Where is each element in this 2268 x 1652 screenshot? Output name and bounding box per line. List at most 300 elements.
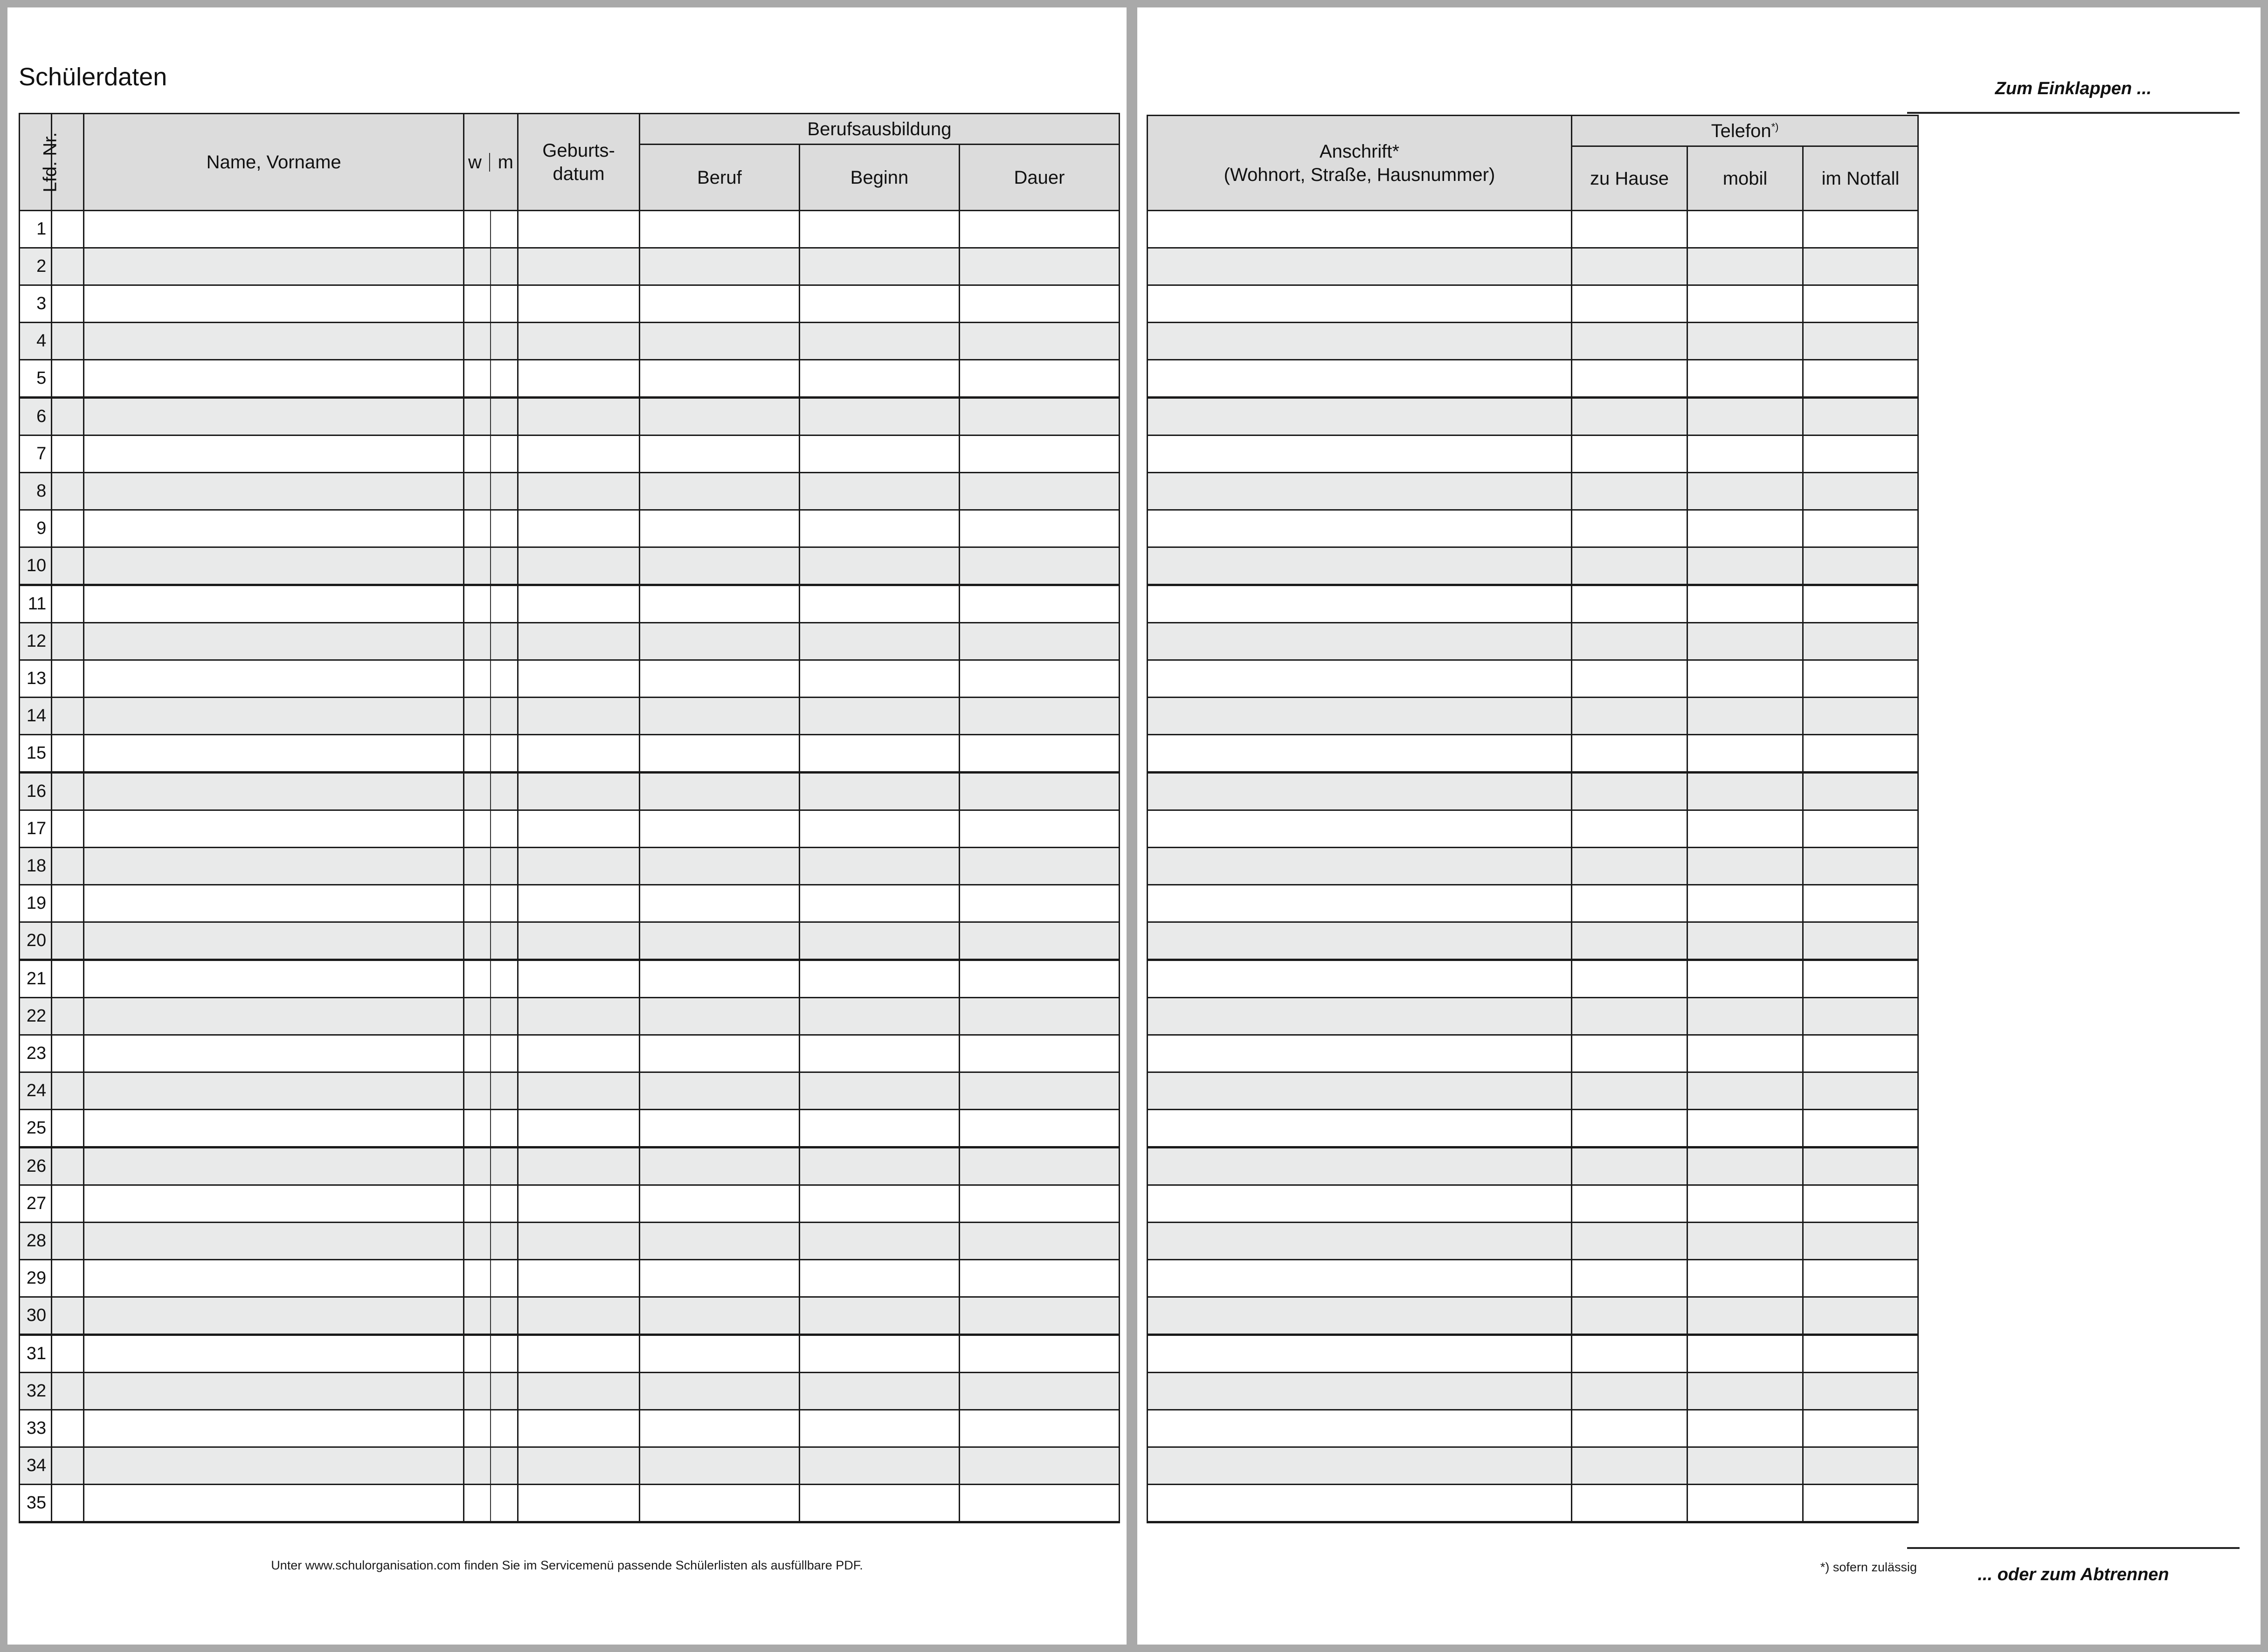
dauer-cell[interactable] <box>959 773 1119 810</box>
zu-hause-cell[interactable] <box>1572 998 1687 1035</box>
anschrift-cell[interactable] <box>1148 1447 1572 1485</box>
zu-hause-cell[interactable] <box>1572 323 1687 360</box>
beruf-cell[interactable] <box>639 547 799 585</box>
anschrift-cell[interactable] <box>1148 360 1572 398</box>
beruf-cell[interactable] <box>639 1485 799 1522</box>
m-cell[interactable] <box>491 735 518 773</box>
im-notfall-cell[interactable] <box>1803 1373 1918 1410</box>
beruf-cell[interactable] <box>639 1447 799 1485</box>
zu-hause-cell[interactable] <box>1572 810 1687 848</box>
im-notfall-cell[interactable] <box>1803 323 1918 360</box>
mobil-cell[interactable] <box>1687 1485 1803 1522</box>
anschrift-cell[interactable] <box>1148 885 1572 922</box>
mobil-cell[interactable] <box>1687 398 1803 435</box>
name-cell[interactable] <box>84 248 463 285</box>
beruf-cell[interactable] <box>639 248 799 285</box>
m-cell[interactable] <box>491 1110 518 1147</box>
im-notfall-cell[interactable] <box>1803 435 1918 473</box>
beginn-cell[interactable] <box>799 473 959 510</box>
mobil-cell[interactable] <box>1687 998 1803 1035</box>
row-marker[interactable] <box>52 998 84 1035</box>
dauer-cell[interactable] <box>959 810 1119 848</box>
name-cell[interactable] <box>84 510 463 547</box>
beruf-cell[interactable] <box>639 1110 799 1147</box>
anschrift-cell[interactable] <box>1148 810 1572 848</box>
name-cell[interactable] <box>84 435 463 473</box>
mobil-cell[interactable] <box>1687 885 1803 922</box>
name-cell[interactable] <box>84 398 463 435</box>
row-marker[interactable] <box>52 1297 84 1335</box>
name-cell[interactable] <box>84 773 463 810</box>
zu-hause-cell[interactable] <box>1572 735 1687 773</box>
name-cell[interactable] <box>84 998 463 1035</box>
w-cell[interactable] <box>463 547 491 585</box>
geburtsdatum-cell[interactable] <box>518 922 640 960</box>
anschrift-cell[interactable] <box>1148 248 1572 285</box>
w-cell[interactable] <box>463 1260 491 1297</box>
row-marker[interactable] <box>52 585 84 623</box>
anschrift-cell[interactable] <box>1148 922 1572 960</box>
anschrift-cell[interactable] <box>1148 435 1572 473</box>
beginn-cell[interactable] <box>799 885 959 922</box>
anschrift-cell[interactable] <box>1148 510 1572 547</box>
geburtsdatum-cell[interactable] <box>518 810 640 848</box>
w-cell[interactable] <box>463 1147 491 1185</box>
beginn-cell[interactable] <box>799 660 959 698</box>
beginn-cell[interactable] <box>799 698 959 735</box>
beginn-cell[interactable] <box>799 1147 959 1185</box>
zu-hause-cell[interactable] <box>1572 1260 1687 1297</box>
name-cell[interactable] <box>84 1410 463 1447</box>
dauer-cell[interactable] <box>959 473 1119 510</box>
dauer-cell[interactable] <box>959 435 1119 473</box>
mobil-cell[interactable] <box>1687 1147 1803 1185</box>
mobil-cell[interactable] <box>1687 585 1803 623</box>
w-cell[interactable] <box>463 473 491 510</box>
dauer-cell[interactable] <box>959 660 1119 698</box>
zu-hause-cell[interactable] <box>1572 1223 1687 1260</box>
im-notfall-cell[interactable] <box>1803 922 1918 960</box>
anschrift-cell[interactable] <box>1148 660 1572 698</box>
zu-hause-cell[interactable] <box>1572 1485 1687 1522</box>
name-cell[interactable] <box>84 1335 463 1373</box>
im-notfall-cell[interactable] <box>1803 998 1918 1035</box>
geburtsdatum-cell[interactable] <box>518 510 640 547</box>
im-notfall-cell[interactable] <box>1803 810 1918 848</box>
zu-hause-cell[interactable] <box>1572 773 1687 810</box>
beruf-cell[interactable] <box>639 1297 799 1335</box>
geburtsdatum-cell[interactable] <box>518 1185 640 1223</box>
name-cell[interactable] <box>84 585 463 623</box>
geburtsdatum-cell[interactable] <box>518 885 640 922</box>
w-cell[interactable] <box>463 1072 491 1110</box>
row-marker[interactable] <box>52 810 84 848</box>
geburtsdatum-cell[interactable] <box>518 285 640 323</box>
mobil-cell[interactable] <box>1687 848 1803 885</box>
im-notfall-cell[interactable] <box>1803 1110 1918 1147</box>
zu-hause-cell[interactable] <box>1572 398 1687 435</box>
beruf-cell[interactable] <box>639 211 799 248</box>
anschrift-cell[interactable] <box>1148 773 1572 810</box>
beginn-cell[interactable] <box>799 735 959 773</box>
row-marker[interactable] <box>52 1223 84 1260</box>
beginn-cell[interactable] <box>799 1485 959 1522</box>
im-notfall-cell[interactable] <box>1803 735 1918 773</box>
mobil-cell[interactable] <box>1687 547 1803 585</box>
m-cell[interactable] <box>491 1410 518 1447</box>
im-notfall-cell[interactable] <box>1803 1223 1918 1260</box>
anschrift-cell[interactable] <box>1148 848 1572 885</box>
name-cell[interactable] <box>84 735 463 773</box>
im-notfall-cell[interactable] <box>1803 1035 1918 1072</box>
anschrift-cell[interactable] <box>1148 398 1572 435</box>
mobil-cell[interactable] <box>1687 660 1803 698</box>
geburtsdatum-cell[interactable] <box>518 1072 640 1110</box>
dauer-cell[interactable] <box>959 848 1119 885</box>
zu-hause-cell[interactable] <box>1572 922 1687 960</box>
beginn-cell[interactable] <box>799 1410 959 1447</box>
zu-hause-cell[interactable] <box>1572 1147 1687 1185</box>
anschrift-cell[interactable] <box>1148 211 1572 248</box>
name-cell[interactable] <box>84 1035 463 1072</box>
beginn-cell[interactable] <box>799 810 959 848</box>
geburtsdatum-cell[interactable] <box>518 998 640 1035</box>
row-marker[interactable] <box>52 473 84 510</box>
m-cell[interactable] <box>491 1335 518 1373</box>
dauer-cell[interactable] <box>959 885 1119 922</box>
w-cell[interactable] <box>463 1410 491 1447</box>
zu-hause-cell[interactable] <box>1572 623 1687 660</box>
dauer-cell[interactable] <box>959 1185 1119 1223</box>
w-cell[interactable] <box>463 1373 491 1410</box>
im-notfall-cell[interactable] <box>1803 1447 1918 1485</box>
mobil-cell[interactable] <box>1687 435 1803 473</box>
im-notfall-cell[interactable] <box>1803 1297 1918 1335</box>
im-notfall-cell[interactable] <box>1803 360 1918 398</box>
beruf-cell[interactable] <box>639 323 799 360</box>
geburtsdatum-cell[interactable] <box>518 1297 640 1335</box>
w-cell[interactable] <box>463 698 491 735</box>
w-cell[interactable] <box>463 248 491 285</box>
dauer-cell[interactable] <box>959 1072 1119 1110</box>
geburtsdatum-cell[interactable] <box>518 960 640 998</box>
row-marker[interactable] <box>52 211 84 248</box>
zu-hause-cell[interactable] <box>1572 960 1687 998</box>
anschrift-cell[interactable] <box>1148 285 1572 323</box>
mobil-cell[interactable] <box>1687 1297 1803 1335</box>
dauer-cell[interactable] <box>959 1260 1119 1297</box>
beginn-cell[interactable] <box>799 1447 959 1485</box>
row-marker[interactable] <box>52 248 84 285</box>
anschrift-cell[interactable] <box>1148 1110 1572 1147</box>
anschrift-cell[interactable] <box>1148 1185 1572 1223</box>
name-cell[interactable] <box>84 360 463 398</box>
im-notfall-cell[interactable] <box>1803 1260 1918 1297</box>
dauer-cell[interactable] <box>959 1410 1119 1447</box>
im-notfall-cell[interactable] <box>1803 547 1918 585</box>
beruf-cell[interactable] <box>639 435 799 473</box>
anschrift-cell[interactable] <box>1148 998 1572 1035</box>
im-notfall-cell[interactable] <box>1803 1147 1918 1185</box>
row-marker[interactable] <box>52 1147 84 1185</box>
w-cell[interactable] <box>463 398 491 435</box>
zu-hause-cell[interactable] <box>1572 1072 1687 1110</box>
row-marker[interactable] <box>52 1110 84 1147</box>
zu-hause-cell[interactable] <box>1572 660 1687 698</box>
row-marker[interactable] <box>52 360 84 398</box>
beginn-cell[interactable] <box>799 1335 959 1373</box>
dauer-cell[interactable] <box>959 1297 1119 1335</box>
zu-hause-cell[interactable] <box>1572 473 1687 510</box>
zu-hause-cell[interactable] <box>1572 1035 1687 1072</box>
row-marker[interactable] <box>52 1035 84 1072</box>
zu-hause-cell[interactable] <box>1572 1335 1687 1373</box>
dauer-cell[interactable] <box>959 1223 1119 1260</box>
row-marker[interactable] <box>52 285 84 323</box>
beginn-cell[interactable] <box>799 285 959 323</box>
m-cell[interactable] <box>491 323 518 360</box>
w-cell[interactable] <box>463 735 491 773</box>
beginn-cell[interactable] <box>799 547 959 585</box>
geburtsdatum-cell[interactable] <box>518 360 640 398</box>
name-cell[interactable] <box>84 1072 463 1110</box>
beruf-cell[interactable] <box>639 998 799 1035</box>
row-marker[interactable] <box>52 510 84 547</box>
name-cell[interactable] <box>84 960 463 998</box>
m-cell[interactable] <box>491 360 518 398</box>
im-notfall-cell[interactable] <box>1803 848 1918 885</box>
anschrift-cell[interactable] <box>1148 473 1572 510</box>
anschrift-cell[interactable] <box>1148 1485 1572 1522</box>
m-cell[interactable] <box>491 473 518 510</box>
geburtsdatum-cell[interactable] <box>518 848 640 885</box>
row-marker[interactable] <box>52 1185 84 1223</box>
beginn-cell[interactable] <box>799 360 959 398</box>
m-cell[interactable] <box>491 660 518 698</box>
geburtsdatum-cell[interactable] <box>518 1260 640 1297</box>
mobil-cell[interactable] <box>1687 1185 1803 1223</box>
beruf-cell[interactable] <box>639 1410 799 1447</box>
beruf-cell[interactable] <box>639 1035 799 1072</box>
dauer-cell[interactable] <box>959 698 1119 735</box>
geburtsdatum-cell[interactable] <box>518 1223 640 1260</box>
m-cell[interactable] <box>491 810 518 848</box>
zu-hause-cell[interactable] <box>1572 1297 1687 1335</box>
m-cell[interactable] <box>491 998 518 1035</box>
geburtsdatum-cell[interactable] <box>518 623 640 660</box>
name-cell[interactable] <box>84 1110 463 1147</box>
beginn-cell[interactable] <box>799 211 959 248</box>
w-cell[interactable] <box>463 1447 491 1485</box>
m-cell[interactable] <box>491 211 518 248</box>
row-marker[interactable] <box>52 547 84 585</box>
beginn-cell[interactable] <box>799 585 959 623</box>
beginn-cell[interactable] <box>799 510 959 547</box>
beginn-cell[interactable] <box>799 1373 959 1410</box>
beruf-cell[interactable] <box>639 660 799 698</box>
mobil-cell[interactable] <box>1687 248 1803 285</box>
geburtsdatum-cell[interactable] <box>518 473 640 510</box>
dauer-cell[interactable] <box>959 510 1119 547</box>
mobil-cell[interactable] <box>1687 510 1803 547</box>
mobil-cell[interactable] <box>1687 1410 1803 1447</box>
m-cell[interactable] <box>491 1185 518 1223</box>
dauer-cell[interactable] <box>959 960 1119 998</box>
zu-hause-cell[interactable] <box>1572 585 1687 623</box>
im-notfall-cell[interactable] <box>1803 1335 1918 1373</box>
m-cell[interactable] <box>491 547 518 585</box>
beruf-cell[interactable] <box>639 960 799 998</box>
anschrift-cell[interactable] <box>1148 960 1572 998</box>
beruf-cell[interactable] <box>639 773 799 810</box>
m-cell[interactable] <box>491 922 518 960</box>
name-cell[interactable] <box>84 1185 463 1223</box>
w-cell[interactable] <box>463 435 491 473</box>
m-cell[interactable] <box>491 848 518 885</box>
im-notfall-cell[interactable] <box>1803 285 1918 323</box>
name-cell[interactable] <box>84 473 463 510</box>
m-cell[interactable] <box>491 1072 518 1110</box>
w-cell[interactable] <box>463 960 491 998</box>
dauer-cell[interactable] <box>959 998 1119 1035</box>
geburtsdatum-cell[interactable] <box>518 1410 640 1447</box>
im-notfall-cell[interactable] <box>1803 1485 1918 1522</box>
beginn-cell[interactable] <box>799 398 959 435</box>
mobil-cell[interactable] <box>1687 623 1803 660</box>
im-notfall-cell[interactable] <box>1803 473 1918 510</box>
beruf-cell[interactable] <box>639 810 799 848</box>
geburtsdatum-cell[interactable] <box>518 1335 640 1373</box>
w-cell[interactable] <box>463 623 491 660</box>
dauer-cell[interactable] <box>959 623 1119 660</box>
beginn-cell[interactable] <box>799 1035 959 1072</box>
w-cell[interactable] <box>463 922 491 960</box>
im-notfall-cell[interactable] <box>1803 510 1918 547</box>
beruf-cell[interactable] <box>639 1072 799 1110</box>
beginn-cell[interactable] <box>799 998 959 1035</box>
w-cell[interactable] <box>463 885 491 922</box>
name-cell[interactable] <box>84 885 463 922</box>
zu-hause-cell[interactable] <box>1572 698 1687 735</box>
mobil-cell[interactable] <box>1687 1223 1803 1260</box>
m-cell[interactable] <box>491 1147 518 1185</box>
name-cell[interactable] <box>84 323 463 360</box>
dauer-cell[interactable] <box>959 547 1119 585</box>
row-marker[interactable] <box>52 735 84 773</box>
w-cell[interactable] <box>463 1297 491 1335</box>
zu-hause-cell[interactable] <box>1572 1110 1687 1147</box>
geburtsdatum-cell[interactable] <box>518 698 640 735</box>
m-cell[interactable] <box>491 1223 518 1260</box>
mobil-cell[interactable] <box>1687 922 1803 960</box>
row-marker[interactable] <box>52 960 84 998</box>
mobil-cell[interactable] <box>1687 1072 1803 1110</box>
row-marker[interactable] <box>52 885 84 922</box>
m-cell[interactable] <box>491 285 518 323</box>
beruf-cell[interactable] <box>639 698 799 735</box>
im-notfall-cell[interactable] <box>1803 1072 1918 1110</box>
mobil-cell[interactable] <box>1687 285 1803 323</box>
w-cell[interactable] <box>463 1485 491 1522</box>
im-notfall-cell[interactable] <box>1803 623 1918 660</box>
dauer-cell[interactable] <box>959 1335 1119 1373</box>
anschrift-cell[interactable] <box>1148 1035 1572 1072</box>
dauer-cell[interactable] <box>959 585 1119 623</box>
row-marker[interactable] <box>52 323 84 360</box>
mobil-cell[interactable] <box>1687 735 1803 773</box>
beginn-cell[interactable] <box>799 1223 959 1260</box>
beginn-cell[interactable] <box>799 922 959 960</box>
row-marker[interactable] <box>52 848 84 885</box>
name-cell[interactable] <box>84 1373 463 1410</box>
anschrift-cell[interactable] <box>1148 1297 1572 1335</box>
beginn-cell[interactable] <box>799 1072 959 1110</box>
geburtsdatum-cell[interactable] <box>518 585 640 623</box>
dauer-cell[interactable] <box>959 398 1119 435</box>
beruf-cell[interactable] <box>639 1373 799 1410</box>
geburtsdatum-cell[interactable] <box>518 1447 640 1485</box>
geburtsdatum-cell[interactable] <box>518 735 640 773</box>
zu-hause-cell[interactable] <box>1572 211 1687 248</box>
mobil-cell[interactable] <box>1687 960 1803 998</box>
geburtsdatum-cell[interactable] <box>518 248 640 285</box>
m-cell[interactable] <box>491 1035 518 1072</box>
w-cell[interactable] <box>463 285 491 323</box>
dauer-cell[interactable] <box>959 1035 1119 1072</box>
beruf-cell[interactable] <box>639 623 799 660</box>
im-notfall-cell[interactable] <box>1803 773 1918 810</box>
w-cell[interactable] <box>463 585 491 623</box>
row-marker[interactable] <box>52 1410 84 1447</box>
w-cell[interactable] <box>463 211 491 248</box>
zu-hause-cell[interactable] <box>1572 547 1687 585</box>
geburtsdatum-cell[interactable] <box>518 1373 640 1410</box>
row-marker[interactable] <box>52 435 84 473</box>
row-marker[interactable] <box>52 773 84 810</box>
beginn-cell[interactable] <box>799 1185 959 1223</box>
geburtsdatum-cell[interactable] <box>518 547 640 585</box>
geburtsdatum-cell[interactable] <box>518 323 640 360</box>
anschrift-cell[interactable] <box>1148 735 1572 773</box>
zu-hause-cell[interactable] <box>1572 285 1687 323</box>
w-cell[interactable] <box>463 660 491 698</box>
geburtsdatum-cell[interactable] <box>518 660 640 698</box>
beruf-cell[interactable] <box>639 398 799 435</box>
name-cell[interactable] <box>84 623 463 660</box>
zu-hause-cell[interactable] <box>1572 848 1687 885</box>
m-cell[interactable] <box>491 585 518 623</box>
beruf-cell[interactable] <box>639 848 799 885</box>
beginn-cell[interactable] <box>799 623 959 660</box>
m-cell[interactable] <box>491 1297 518 1335</box>
beginn-cell[interactable] <box>799 323 959 360</box>
beruf-cell[interactable] <box>639 885 799 922</box>
w-cell[interactable] <box>463 1185 491 1223</box>
name-cell[interactable] <box>84 285 463 323</box>
zu-hause-cell[interactable] <box>1572 1447 1687 1485</box>
mobil-cell[interactable] <box>1687 473 1803 510</box>
beruf-cell[interactable] <box>639 1223 799 1260</box>
zu-hause-cell[interactable] <box>1572 510 1687 547</box>
mobil-cell[interactable] <box>1687 1335 1803 1373</box>
dauer-cell[interactable] <box>959 1110 1119 1147</box>
mobil-cell[interactable] <box>1687 1035 1803 1072</box>
beruf-cell[interactable] <box>639 585 799 623</box>
geburtsdatum-cell[interactable] <box>518 1485 640 1522</box>
w-cell[interactable] <box>463 1035 491 1072</box>
anschrift-cell[interactable] <box>1148 323 1572 360</box>
zu-hause-cell[interactable] <box>1572 360 1687 398</box>
